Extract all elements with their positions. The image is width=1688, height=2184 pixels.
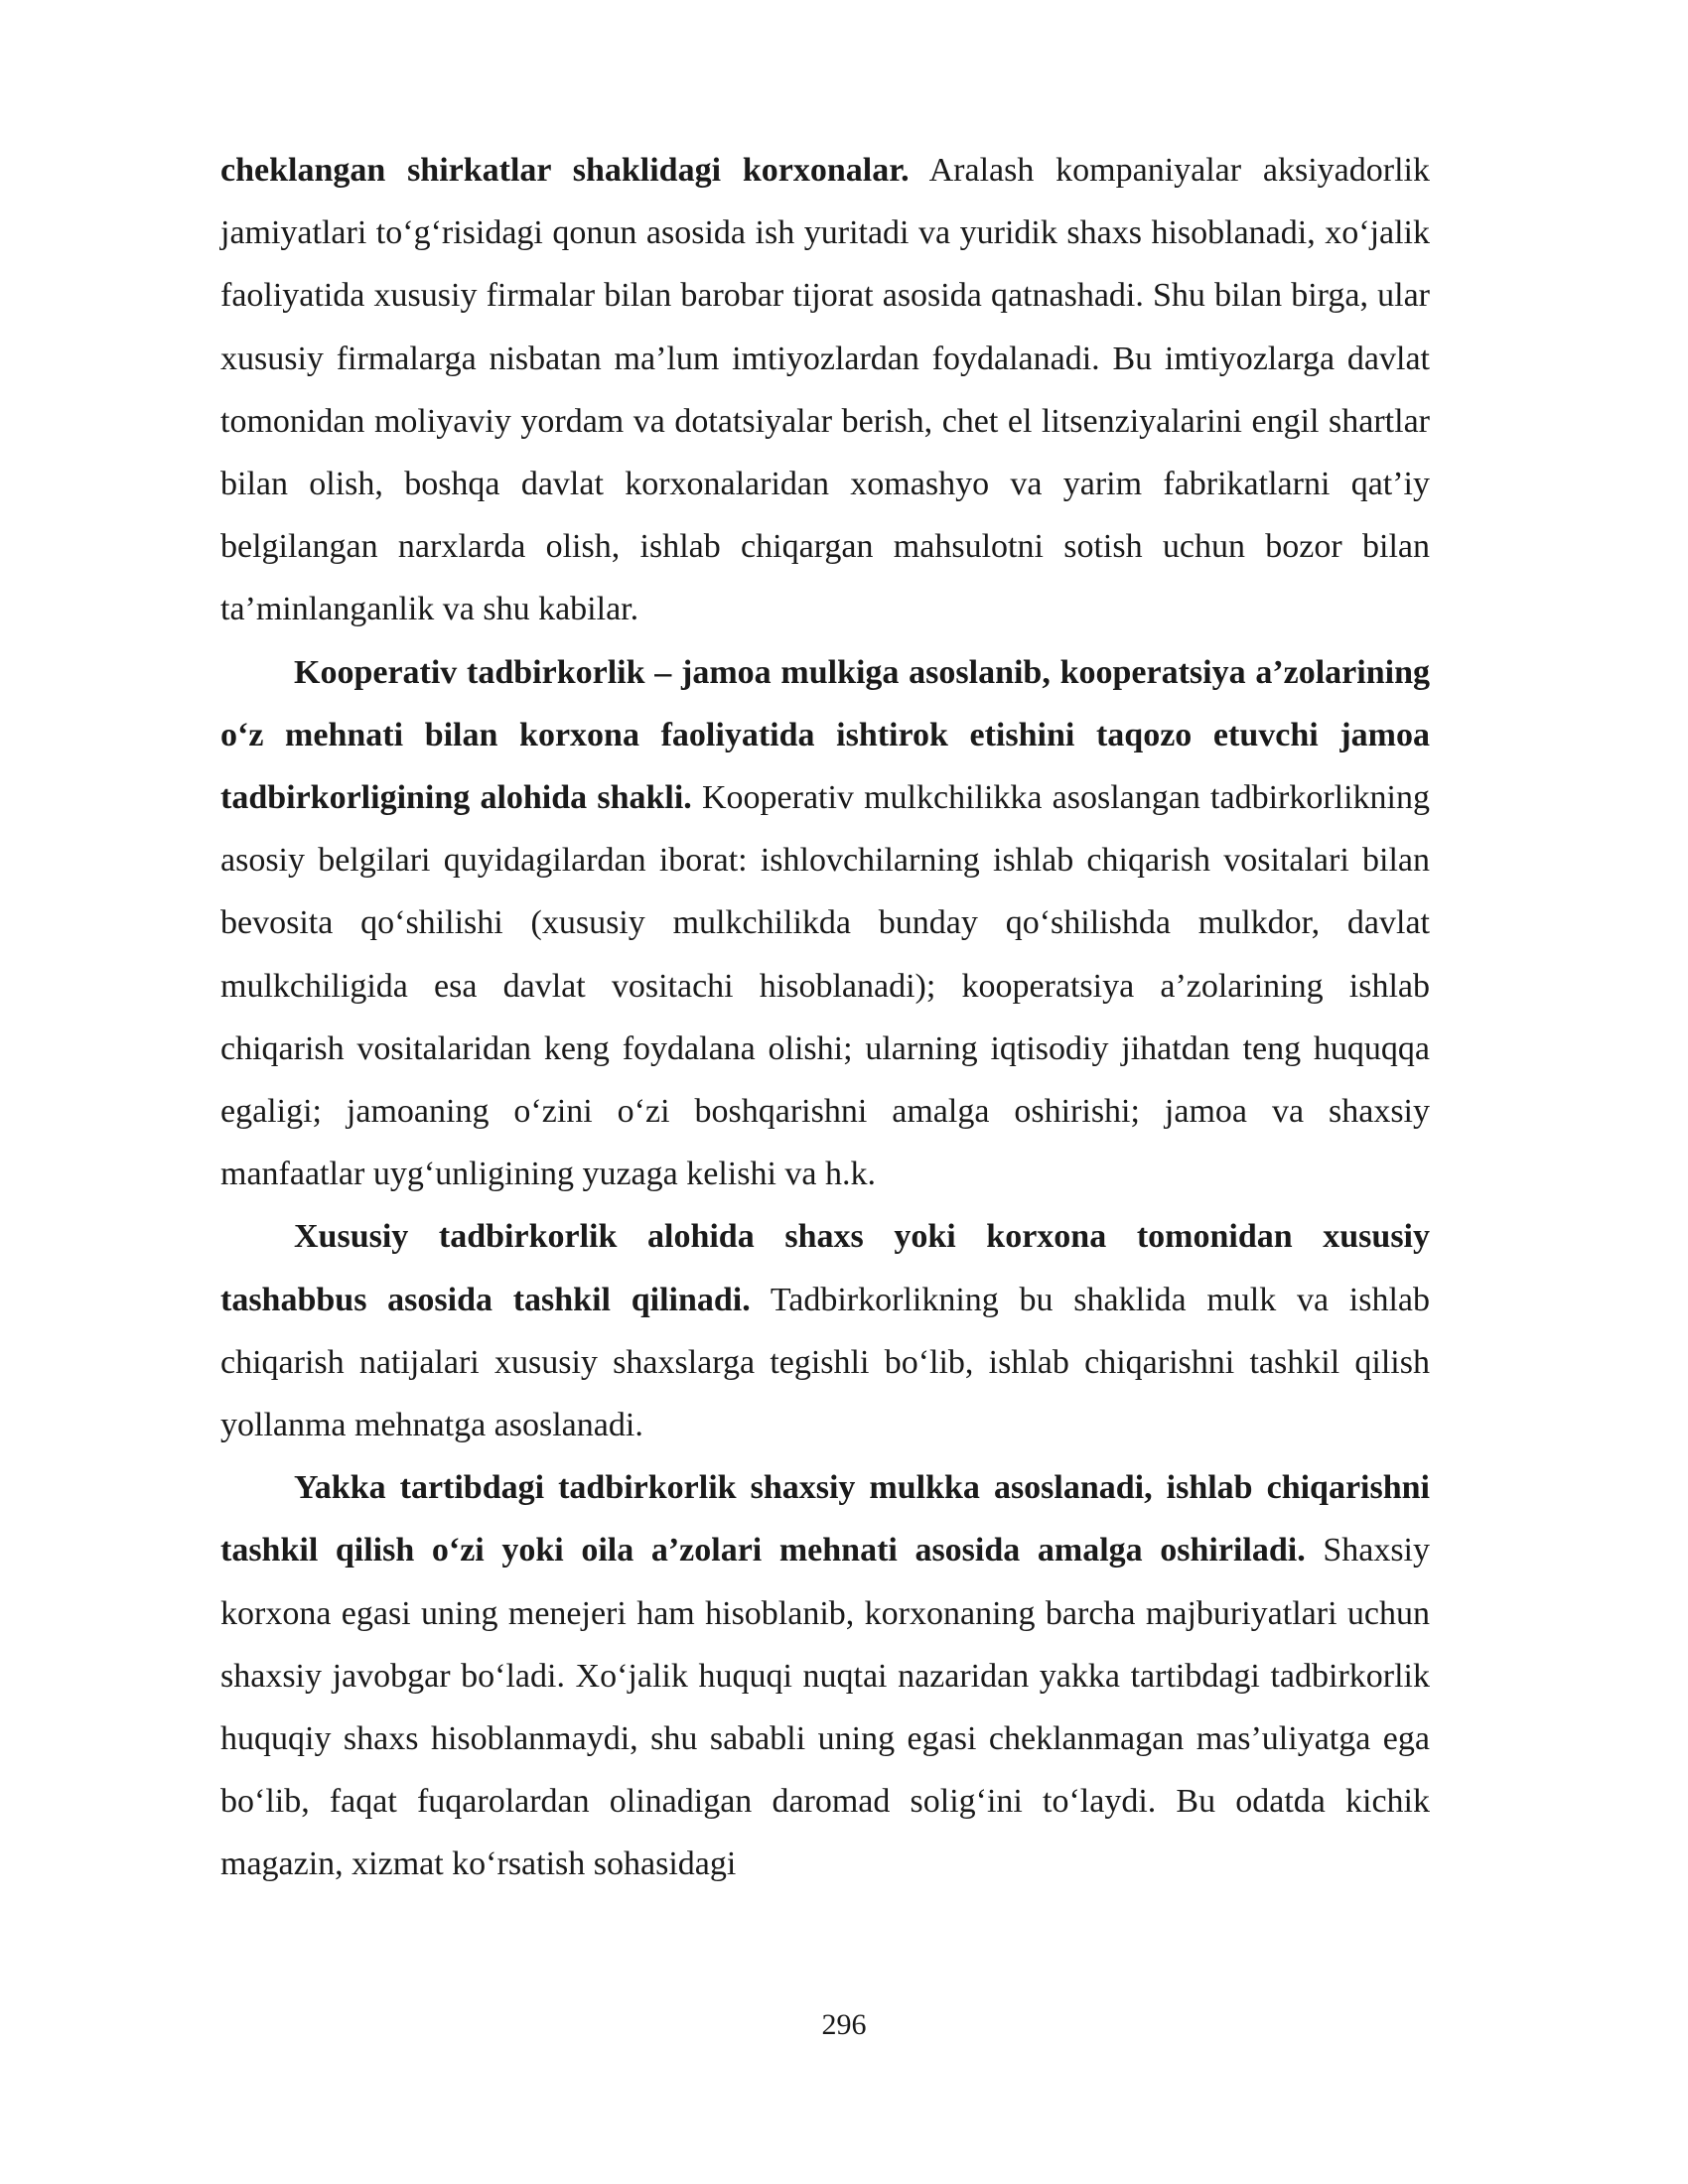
paragraph-bold-lead: Kooperativ tadbirkorlik – jamoa mulkiga asoslanib, kooperatsiya a’zolarining o‘z mehnati bilan korxona faoliyatida ishtirok etishini taqozo etuvchi jamoa tadbirkorligining alohida shakli.: [220, 653, 1430, 817]
paragraph-text: Aralash kompaniyalar aksiyadorlik jamiyatlari to‘g‘risidagi qonun asosida ish yuritadi va yuridik shaxs hisoblanadi, xo‘jalik faoliyatida xususiy firmalar bilan barobar tijorat asosida qatnashadi. Shu bilan birga, ular xususiy firmalarga nisbatan ma’lum imtiyozlardan foydalanadi. Bu imtiyozlarga davlat tomonidan moliyaviy yordam va dotatsiyalar berish, chet el litsenziyalarini engil shartlar bilan olish, boshqa davlat korxonalaridan xomashyo va yarim fabrikatlarni qat’iy belgilangan narxlarda olish, ishlab chiqargan mahsulotni sotish uchun bozor bilan ta’minlanganlik va shu kabilar.: [220, 152, 1430, 628]
paragraph-private-entrepreneurship: [220, 1205, 1430, 1456]
paragraph-mixed-companies: [220, 139, 1430, 641]
paragraph-bold-lead: cheklangan shirkatlar shaklidagi korxonalar.: [220, 152, 910, 189]
paragraph-bold-lead: Yakka tartibdagi tadbirkorlik shaxsiy mulkka asoslanadi, ishlab chiqarishni tashkil qilish o‘zi yoki oila a’zolari mehnati asosida amalga oshiriladi.: [220, 1469, 1430, 1570]
paragraph-individual-entrepreneurship: [220, 1456, 1430, 1895]
paragraph-text: Tadbirkorlikning bu shaklida mulk va ishlab chiqarish natijalari xususiy shaxslarga tegishli bo‘lib, ishlab chiqarishni tashkil qilish yollanma mehnatga asoslanadi.: [220, 1281, 1430, 1444]
paragraph-bold-lead: Xususiy tadbirkorlik alohida shaxs yoki korxona tomonidan xususiy tashabbus asosida tashkil qilinadi.: [220, 1218, 1430, 1318]
paragraph-text: Shaxsiy korxona egasi uning menejeri ham hisoblanib, korxonaning barcha majburiyatlari uchun shaxsiy javobgar bo‘ladi. Xo‘jalik huquqi nuqtai nazaridan yakka tartibdagi tadbirkorlik huquqiy shaxs hisoblanmaydi, shu sababli uning egasi cheklanmagan mas’uliyatga ega bo‘lib, faqat fuqarolardan olinadigan daromad solig‘ini to‘laydi. Bu odatda kichik magazin, xizmat ko‘rsatish sohasidagi: [220, 1532, 1430, 1883]
paragraph-text: Kooperativ mulkchilikka asoslangan tadbirkorlikning asosiy belgilari quyidagilardan iborat: ishlovchilarning ishlab chiqarish vositalari bilan bevosita qo‘shilishi (xususiy mulkchilikda bunday qo‘shilishda mulkdor, davlat mulkchiligida esa davlat vositachi hisoblanadi); kooperatsiya a’zolarining ishlab chiqarish vositalaridan keng foydalana olishi; ularning iqtisodiy jihatdan teng huquqqa egaligi; jamoaning o‘zini o‘zi boshqarishni amalga oshirishi; jamoa va shaxsiy manfaatlar uyg‘unligining yuzaga kelishi va h.k.: [220, 779, 1431, 1193]
page-body: [220, 139, 1430, 1896]
paragraph-cooperative-entrepreneurship: [220, 641, 1430, 1206]
page-number: 296: [821, 2008, 867, 2041]
